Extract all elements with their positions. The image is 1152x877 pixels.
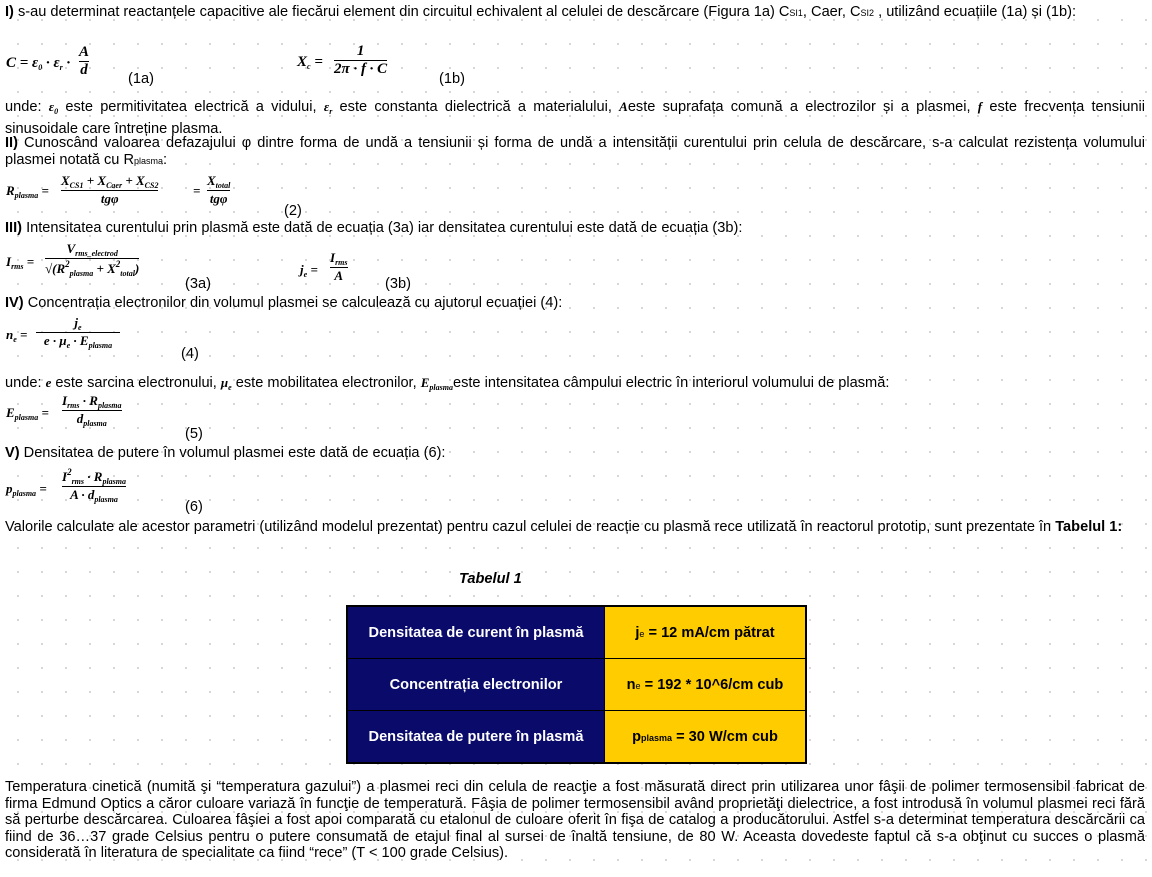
equation-number-4: (4) <box>181 346 199 362</box>
table-row-label: Densitatea de curent în plasmă <box>347 606 605 659</box>
equation-number-5: (5) <box>185 426 203 442</box>
equation-number-6: (6) <box>185 499 203 515</box>
equation-4-fraction: $j_e$ $e \cdot \mu_e \cdot E_{plasma}$ <box>36 315 120 350</box>
equation-number-2: (2) <box>284 203 302 219</box>
equation-4: $n_e$ = <box>6 327 28 344</box>
paragraph-4: IV) Concentrația electronilor din volumul plasmei se calculează cu ajutorul ecuației (4): <box>5 295 563 311</box>
equation-3b: $j_e$ = <box>300 262 318 279</box>
table-row-label: Densitatea de putere în plasmă <box>347 711 605 764</box>
equation-6-fraction: $I^2_{rms} \cdot R_{plasma}$ $A \cdot d_{plasma}$ <box>62 467 126 504</box>
equation-1b-fraction: 1 2π · f · C <box>334 43 388 77</box>
electron-charge-symbol: e <box>45 375 52 390</box>
equation-1a-fraction: A d <box>79 44 90 78</box>
epsilon0-symbol: $\varepsilon_0$ <box>48 99 59 116</box>
equation-3b-fraction: $I_{rms}$ A <box>330 250 348 283</box>
equation-6: $p_{plasma}$ = <box>6 481 47 498</box>
equation-2-fraction-1: $X_{CS1} + X_{Caer} + X_{CS2}$ tgφ <box>61 173 159 206</box>
table-row <box>347 606 806 659</box>
equation-number-1a: (1a) <box>128 71 154 87</box>
mobility-symbol: $\mu_e$ <box>220 375 232 392</box>
equation-1a: $C = \varepsilon_0 \cdot \varepsilon_r$ · <box>6 55 71 72</box>
equation-2-equals: = <box>193 183 201 198</box>
equation-5: $E_{plasma}$ = <box>6 405 49 422</box>
paragraph-unde-2: unde: e este sarcina electronului, $\mu_e$ este mobilitatea electronilor, $E_{plasma}este$ intensitatea câmpului electric în interiorul volumului de plasmă: <box>5 375 890 392</box>
paragraph-1: I) s-au determinat reactanțele capacitive ale fiecărui element din circuitul echivalent al celulei de descărcare (Figura 1a) CSI1, Caer, CSI2 , utilizând ecuațiile (1a) și (1b): <box>5 4 1076 20</box>
paragraph-5: V) Densitatea de putere în volumul plasmei este dată de ecuația (6): <box>5 445 446 461</box>
field-symbol: $E_{plasma}$ <box>420 375 453 392</box>
equation-2-fraction-2: $X_{total}$ tgφ <box>207 173 231 206</box>
frequency-symbol: f <box>977 99 983 114</box>
equation-2: $R_{plasma}$ = <box>6 183 49 200</box>
equation-1b: $X_c$ = <box>297 54 323 71</box>
equation-5-fraction: $I_{rms} \cdot R_{plasma}$ $d_{plasma}$ <box>62 393 122 428</box>
table-row-label: Concentrația electronilor <box>347 659 605 711</box>
paragraph-3: III) Intensitatea curentului prin plasmă este dată de ecuația (3a) iar densitatea curentului este dată de ecuația (3b): <box>5 220 743 236</box>
epsilonr-symbol: $\varepsilon_r$ <box>323 99 333 116</box>
paragraph-unde-1: unde: $\varepsilon_0$ este permitivitatea electrică a vidului, $\varepsilon_r$ este constanta dielectrică a materialului, Aeste suprafața comună a electrozilor și a plasmei, f este frecvența tensiunii sinusoidale care întreține plasma. <box>5 99 1146 137</box>
paragraph-2: II) Cunoscând valoarea defazajului φ dintre forma de undă a tensiunii și forma de undă a intensității curentului prin celula de descărcare, s-a calculat rezistența volumului plasmei notată cu Rplasma: <box>5 135 1145 168</box>
table-row-value: ne = 192 * 10^6/cm cub <box>605 659 807 711</box>
equation-number-1b: (1b) <box>439 71 465 87</box>
results-table <box>346 605 807 764</box>
table-row-value: je = 12 mA/cm pătrat <box>605 606 807 659</box>
equation-3a: $I_{rms}$ = <box>6 254 35 271</box>
equation-3a-fraction: $V_{rms\_electrod}$ $√(R^2_{plasma} + X^2_{total})$ <box>45 241 140 278</box>
paragraph-6: Valorile calculate ale acestor parametri (utilizând modelul prezentat) pentru cazul celulei de reacție cu plasmă rece utilizată în reactorul prototip, sunt prezentate în Tabelul 1: <box>5 519 1123 535</box>
equation-number-3a: (3a) <box>185 276 211 292</box>
table-row <box>347 659 806 711</box>
table-caption: Tabelul 1 <box>459 571 522 587</box>
equation-number-3b: (3b) <box>385 276 411 292</box>
table-row-value: pplasma = 30 W/cm cub <box>605 711 807 764</box>
paragraph-final: Temperatura cinetică (numită şi “temperatura gazului”) a plasmei reci din celula de reacţie a fost măsurată direct prin utilizarea unor fâşii de polimer termosensibil fabricat de firma Edmund Optics a căror culoare variază în funcţie de temperatură. Fâşia de polimer termosensibil având proprietăţi dielectrice, a fost introdusă în volumul plasmei reci fără să perturbe descărcarea. Culoarea fâşiei a fost apoi comparată cu etalonul de culoare oferit în fişa de catalog a producătorului. Astfel s-a determinat temperatura descărcării ca fiind de 36…37 grade Celsius pentru o putere consumată de etajul final al sursei de înaltă tensiune, de 80 W. Aceasta dovedeste faptul că s-a obţinut cu succes o plasmă considerată în literatura de specialitate ca fiind “rece” (T < 100 grade Celsius). <box>5 779 1145 861</box>
table-row <box>347 711 806 764</box>
area-symbol: A <box>619 99 628 114</box>
